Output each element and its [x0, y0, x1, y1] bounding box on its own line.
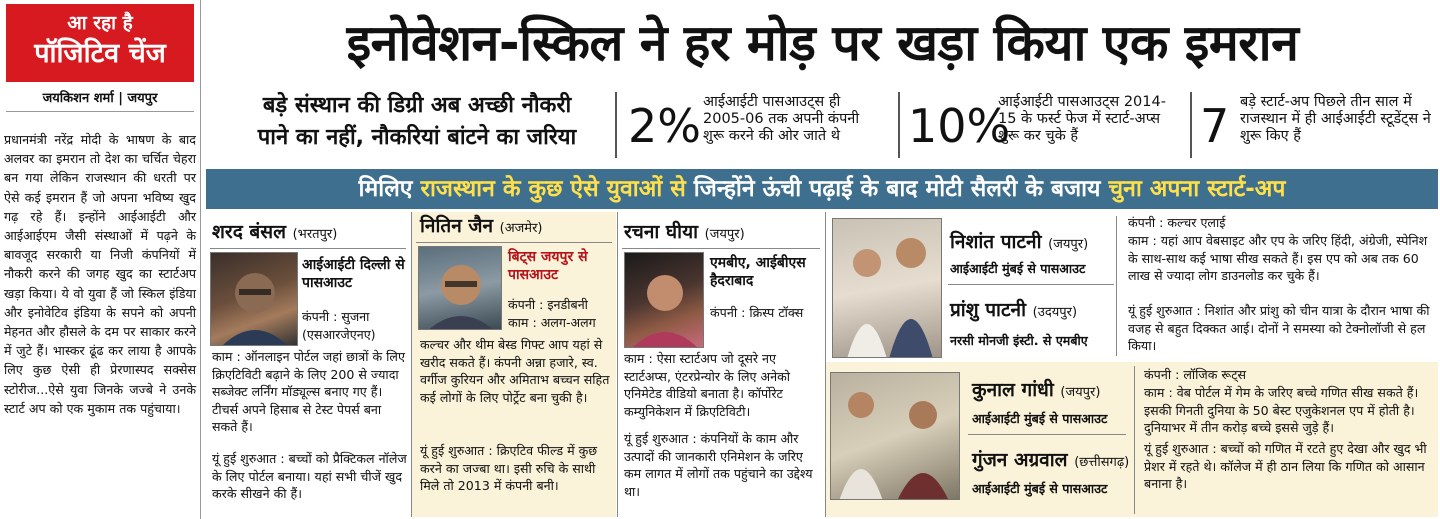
- column-rule: [1116, 216, 1117, 356]
- banner-part3: जिन्होंने ऊंची पढ़ाई के बाद मोटी सैलरी के बजाय: [685, 176, 1109, 202]
- name: नितिन जैन: [420, 215, 494, 237]
- stat-value-2: 10%: [908, 99, 1011, 153]
- city: (जयपुर): [1060, 385, 1101, 400]
- city: (छत्तीसगढ़): [1074, 455, 1130, 470]
- photo-kunal-gunjan: [830, 372, 960, 500]
- profile-nishant-pranshu: [826, 212, 1438, 360]
- work: कल्चर और थीम बेस्ड गिफ्ट आप यहां से खरीद सकते हैं। कंपनी अन्ना हजारे, स्व. वर्गीज कुरियन और अमिताभ बच्चन सहित कई लोगों के लिए पोर्ट्रेट बना चुकी है।: [420, 337, 610, 405]
- start: यूं हुई शुरुआत : बच्चों को प्रैक्टिकल नॉलेज के लिए पोर्टल बनाया। यहां सभी चीजें खुद करके सीखने की हैं।: [212, 451, 407, 501]
- profile-rachna: [618, 212, 824, 517]
- city: (भरतपुर): [292, 227, 338, 242]
- banner-part1: मिलिए: [358, 176, 421, 202]
- company: कंपनी : इनडीबनी: [508, 297, 588, 312]
- start: यूं हुई शुरुआत : कंपनियों के काम और उत्पादों की जानकारी एनिमेशन के जरिए कम लागत में लोगों तक पहुंचाने का उद्देश्य था।: [624, 431, 813, 499]
- name-rule: [622, 248, 820, 249]
- profile-sharad: [206, 212, 410, 517]
- qualification: आईआईटी मुंबई से पासआउट: [972, 411, 1108, 426]
- profile-name-2: [950, 298, 1077, 325]
- qualification: आईआईटी दिल्ली से पासआउट: [302, 257, 405, 291]
- name-rule: [948, 284, 1114, 285]
- name: शरद बंसल: [212, 221, 286, 243]
- column-rule: [1134, 366, 1135, 514]
- profile-name-2: [972, 448, 1129, 475]
- start: यूं हुई शुरुआत : बच्चों को गणित में रटते हुए देखा और खुद भी प्रेशर में रहते थे। कॉलेज में ही ठान लिया कि गणित को आसान बनाना है।: [1144, 441, 1427, 491]
- name: प्रांशु पाटनी: [950, 299, 1027, 321]
- stat-text-1: आईआईटी पासआउट्स ही 2005-06 तक अपनी कंपनी शुरू करने की ओर जाते थे: [703, 94, 860, 144]
- subhead-line2: पाने का नहीं, नौकरियां बांटने का जरिया: [257, 125, 577, 150]
- portrait-icon: [833, 219, 942, 358]
- photo-rachna: [624, 252, 704, 348]
- badge-line2: पॉजिटिव चेंज: [34, 38, 166, 69]
- profile-name: [212, 220, 337, 247]
- work: काम : ऑनलाइन पोर्टल जहां छात्रों के लिए क्रिएटिविटी बढ़ाने के लिए 200 से ज्यादा सब्जेक्ट लर्निंग मॉड्यूल्स बनाए गए हैं। टीचर्स अपने हिसाब से टेस्ट पेपर्स बना सकते हैं।: [212, 349, 405, 434]
- city: (उदयपुर): [1032, 305, 1078, 320]
- work: काम : ऐसा स्टार्टअप जो दूसरे नए स्टार्टअप्स, एंटरप्रेन्योर के लिए अनेको एनिमेटेड वीडियो बनाता है। कॉर्पोरेट कम्युनिकेशन में क्रिएटिविटी।: [624, 351, 791, 419]
- badge: [6, 4, 194, 82]
- stat-text-2: आईआईटी पासआउट्स 2014-15 के फर्स्ट फेज में स्टार्ट-अप्स शुरू कर चुके हैं: [998, 94, 1166, 144]
- name: गुंजन अग्रवाल: [972, 449, 1068, 471]
- qualification: आईआईटी मुंबई से पासआउट: [950, 261, 1086, 276]
- start: यूं हुई शुरुआत : क्रिएटिव फील्ड में कुछ करने का जज्बा था। इसी रुचि के साथी मिले तो 2013 में कंपनी बनी।: [420, 443, 598, 493]
- profile-name: [624, 220, 745, 247]
- stat-divider: [1190, 92, 1192, 158]
- company: कंपनी : सुजना (एसआरजेएनए): [302, 309, 376, 342]
- work-label: काम : अलग-अलग: [508, 315, 596, 330]
- portrait-icon: [625, 253, 704, 348]
- name-rule: [210, 248, 406, 249]
- work: काम : वेब पोर्टल में गेम के जरिए बच्चे गणित सीख सकते हैं। इसकी गिनती दुनिया के 50 बेस्ट एजुकेशनल एप में होती है। दुनियाभर में तीन करोड़ बच्चे इससे जुड़े हैं।: [1144, 385, 1419, 435]
- name-rule: [416, 242, 612, 243]
- intro-paragraph: प्रधानमंत्री नरेंद्र मोदी के भाषण के बाद अलवर का इमरान तो देश का चर्चित चेहरा बन गया लेकिन राजस्थान की धरती पर ऐसे कई इमरान हैं जो अपना भविष्य खुद गढ़ रहे हैं। इन्होंने आईआईटी और आईआईएम जैसी संस्थाओं में पढ़ने के बावजूद सरकारी या निजी कंपनियों में नौकरी करने की जगह खुद का स्टार्टअप खड़ा किया। ये वो युवा हैं जो स्किल इंडिया और इनोवेटिव इंडिया के सपने को अपनी मेहनत और हौसले के दम पर साकार करने में जुटे हैं। भास्कर ढूंढ कर लाया है आपके लिए कुछ ऐसी ही प्रेरणास्पद सक्सेस स्टोरीज...ऐसे युवा जिनके जज्बे ने उनके स्टार्ट अप को एक मुकाम तक पहुंचाया।: [4, 132, 196, 416]
- company: कंपनी : क्रिस्प टॉक्स: [710, 305, 804, 320]
- qualification-2: नरसी मोनजी इंस्टी. से एमबीए: [950, 333, 1088, 348]
- photo-sharad: [210, 252, 298, 346]
- left-column-rule: [200, 0, 201, 519]
- banner-part2: राजस्थान के कुछ ऐसे युवाओं से: [420, 176, 686, 202]
- portrait-icon: [211, 253, 298, 346]
- work: काम : यहां आप वेबसाइट और एप के जरिए हिंदी, अंग्रेजी, स्पेनिश के साथ-साथ कई भाषा सीख सकते हैं। इस एप को अब तक 60 लाख से ज्यादा लोग डाउनलोड कर चुके हैं।: [1128, 233, 1428, 283]
- stat-text-3: बड़े स्टार्ट-अप पिछले तीन साल में राजस्थान में ही आईआईटी स्टूडेंट्स ने शुरू किए हैं: [1240, 94, 1431, 144]
- qualification: बिट्स जयपुर से पासआउट: [508, 249, 588, 283]
- subhead-line1: बड़े संस्थान की डिग्री अब अच्छी नौकरी: [262, 93, 572, 118]
- profile-kunal-gunjan: [826, 362, 1438, 517]
- profile-name: [420, 214, 542, 241]
- profile-name: [972, 378, 1100, 405]
- company: कंपनी : लॉजिक रूट्स: [1144, 367, 1247, 382]
- city: (जयपुर): [1048, 237, 1089, 252]
- section-banner: [206, 169, 1438, 209]
- name: रचना घीया: [624, 221, 699, 243]
- profile-nitin: [412, 212, 616, 517]
- portrait-icon: [831, 373, 960, 500]
- portrait-icon: [419, 247, 502, 330]
- name: निशांत पाटनी: [950, 231, 1042, 253]
- qualification: एमबीए, आईबीएस हैदराबाद: [710, 255, 806, 289]
- qualification-2: आईआईटी मुंबई से पासआउट: [972, 481, 1108, 496]
- photo-nishant-pranshu: [832, 218, 942, 358]
- badge-line1: आ रहा है: [67, 12, 133, 34]
- headline: इनोवेशन-स्किल ने हर मोड़ पर खड़ा किया एक इमरान: [346, 14, 1299, 72]
- city: (जयपुर): [704, 227, 745, 242]
- stat-divider: [615, 92, 617, 158]
- company: कंपनी : कल्चर एलाई: [1128, 215, 1226, 230]
- city: (अजमेर): [499, 221, 543, 236]
- profile-name: [950, 230, 1088, 257]
- name-rule: [968, 434, 1126, 435]
- subhead: [232, 90, 602, 154]
- stat-value-1: 2%: [628, 99, 701, 153]
- banner-part4: चुना अपना स्टार्ट-अप: [1108, 176, 1286, 202]
- byline: जयकिशन शर्मा | जयपुर: [6, 88, 194, 112]
- stat-divider: [898, 92, 900, 158]
- stat-value-3: 7: [1200, 99, 1230, 153]
- photo-nitin: [418, 246, 502, 330]
- start: यूं हुई शुरुआत : निशांत और प्रांशु को चीन यात्रा के दौरान भाषा की वजह से बहुत दिक्कत आई। दोनों ने समस्या को टेक्नोलॉजी से हल किया।: [1128, 303, 1430, 353]
- name: कुनाल गांधी: [972, 379, 1054, 401]
